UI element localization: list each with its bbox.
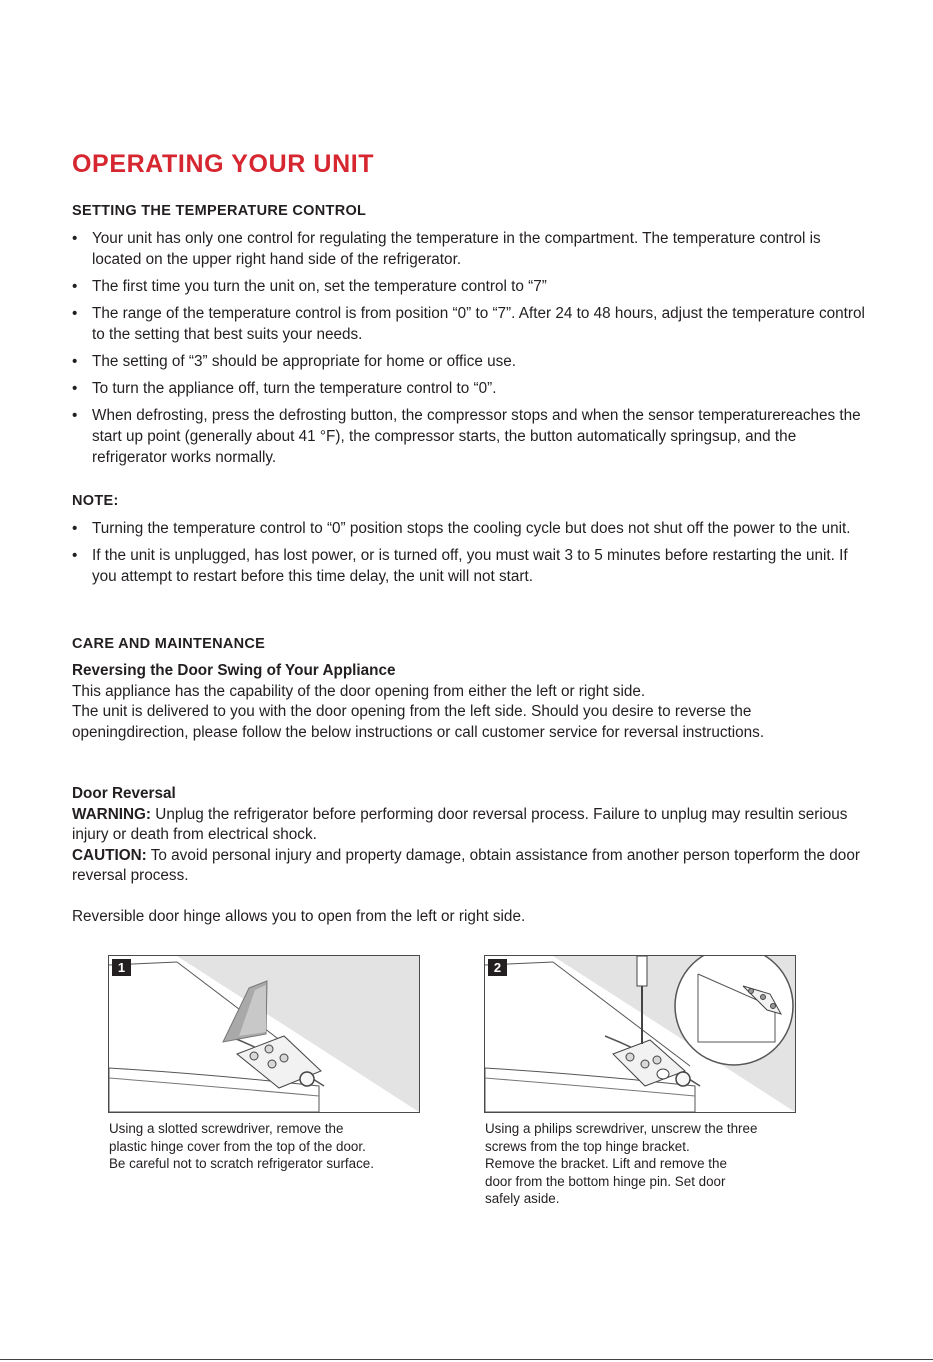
- note-list: [72, 518, 872, 593]
- door-reversal-section: [72, 784, 872, 927]
- reversing-door-subheading: Reversing the Door Swing of Your Appliance: [72, 662, 396, 679]
- caution-paragraph: [72, 846, 872, 887]
- list-item: • When defrosting, press the defrosting button, the compressor stops and when the sensor temperaturereaches the start up point (generally about 41 °F), the compressor starts, the button automatically springsup, and the refrigerator works normally.: [72, 405, 872, 468]
- warning-label: WARNING:: [72, 805, 152, 823]
- temperature-control-list: [72, 228, 872, 474]
- figure-1-caption: [109, 1120, 374, 1173]
- warning-text: Unplug the refrigerator before performing door reversal process. Failure to unplug may resultin serious injury or death from electrical shock.: [72, 805, 848, 843]
- caption-line: plastic hinge cover from the top of the door.: [109, 1138, 366, 1154]
- step-number-badge: 2: [488, 959, 507, 976]
- caption-line: Using a slotted screwdriver, remove the: [109, 1121, 344, 1136]
- hinge-cover-illustration: [109, 956, 419, 1112]
- list-item: • Turning the temperature control to “0” position stops the cooling cycle but does not shut off the power to the unit.: [72, 518, 872, 539]
- list-item: • The first time you turn the unit on, set the temperature control to “7”: [72, 276, 872, 297]
- hinge-bracket-illustration: [485, 956, 795, 1112]
- list-item: • The setting of “3” should be appropriate for home or office use.: [72, 351, 872, 372]
- step-number-badge: 1: [112, 959, 131, 976]
- care-section-text: [72, 661, 872, 743]
- figure-1-illustration: [108, 955, 420, 1113]
- caption-line: screws from the top hinge bracket.: [485, 1138, 690, 1154]
- caption-line: safely aside.: [485, 1191, 560, 1206]
- list-item: • Your unit has only one control for regulating the temperature in the compartment. The temperature control is located on the upper right hand side of the refrigerator.: [72, 228, 872, 270]
- warning-paragraph: [72, 805, 872, 846]
- bottom-divider: [0, 1359, 933, 1360]
- caption-line: door from the bottom hinge pin. Set door: [485, 1173, 726, 1189]
- list-item: • To turn the appliance off, turn the temperature control to “0”.: [72, 378, 872, 399]
- list-item: • If the unit is unplugged, has lost power, or is turned off, you must wait 3 to 5 minutes before restarting the unit. If you attempt to restart before this time delay, the unit will not start.: [72, 545, 872, 587]
- caption-line: Using a philips screwdriver, unscrew the three: [485, 1121, 758, 1136]
- caption-line: Remove the bracket. Lift and remove the: [485, 1156, 727, 1171]
- caution-text: To avoid personal injury and property damage, obtain assistance from another person toperform the door reversal process.: [72, 846, 860, 884]
- caution-label: CAUTION:: [72, 846, 147, 864]
- care-line-2: The unit is delivered to you with the door opening from the left side. Should you desire to reverse the openingdirection, please follow the below instructions or call customer service for reversal instructions.: [72, 703, 765, 741]
- care-line-1: This appliance has the capability of the door opening from either the left or right side.: [72, 682, 646, 700]
- figure-2-illustration: [484, 955, 796, 1113]
- hinge-note: Reversible door hinge allows you to open from the left or right side.: [72, 907, 526, 925]
- page-title: OPERATING YOUR UNIT: [72, 150, 375, 178]
- figure-2-caption: [485, 1120, 757, 1208]
- temperature-control-heading: SETTING THE TEMPERATURE CONTROL: [72, 203, 367, 219]
- door-reversal-heading: Door Reversal: [72, 785, 176, 802]
- note-heading: NOTE:: [72, 493, 119, 509]
- caption-line: Be careful not to scratch refrigerator surface.: [109, 1156, 374, 1171]
- list-item: • The range of the temperature control is from position “0” to “7”. After 24 to 48 hours, adjust the temperature control to the setting that best suits your needs.: [72, 303, 872, 345]
- care-heading: CARE AND MAINTENANCE: [72, 636, 266, 652]
